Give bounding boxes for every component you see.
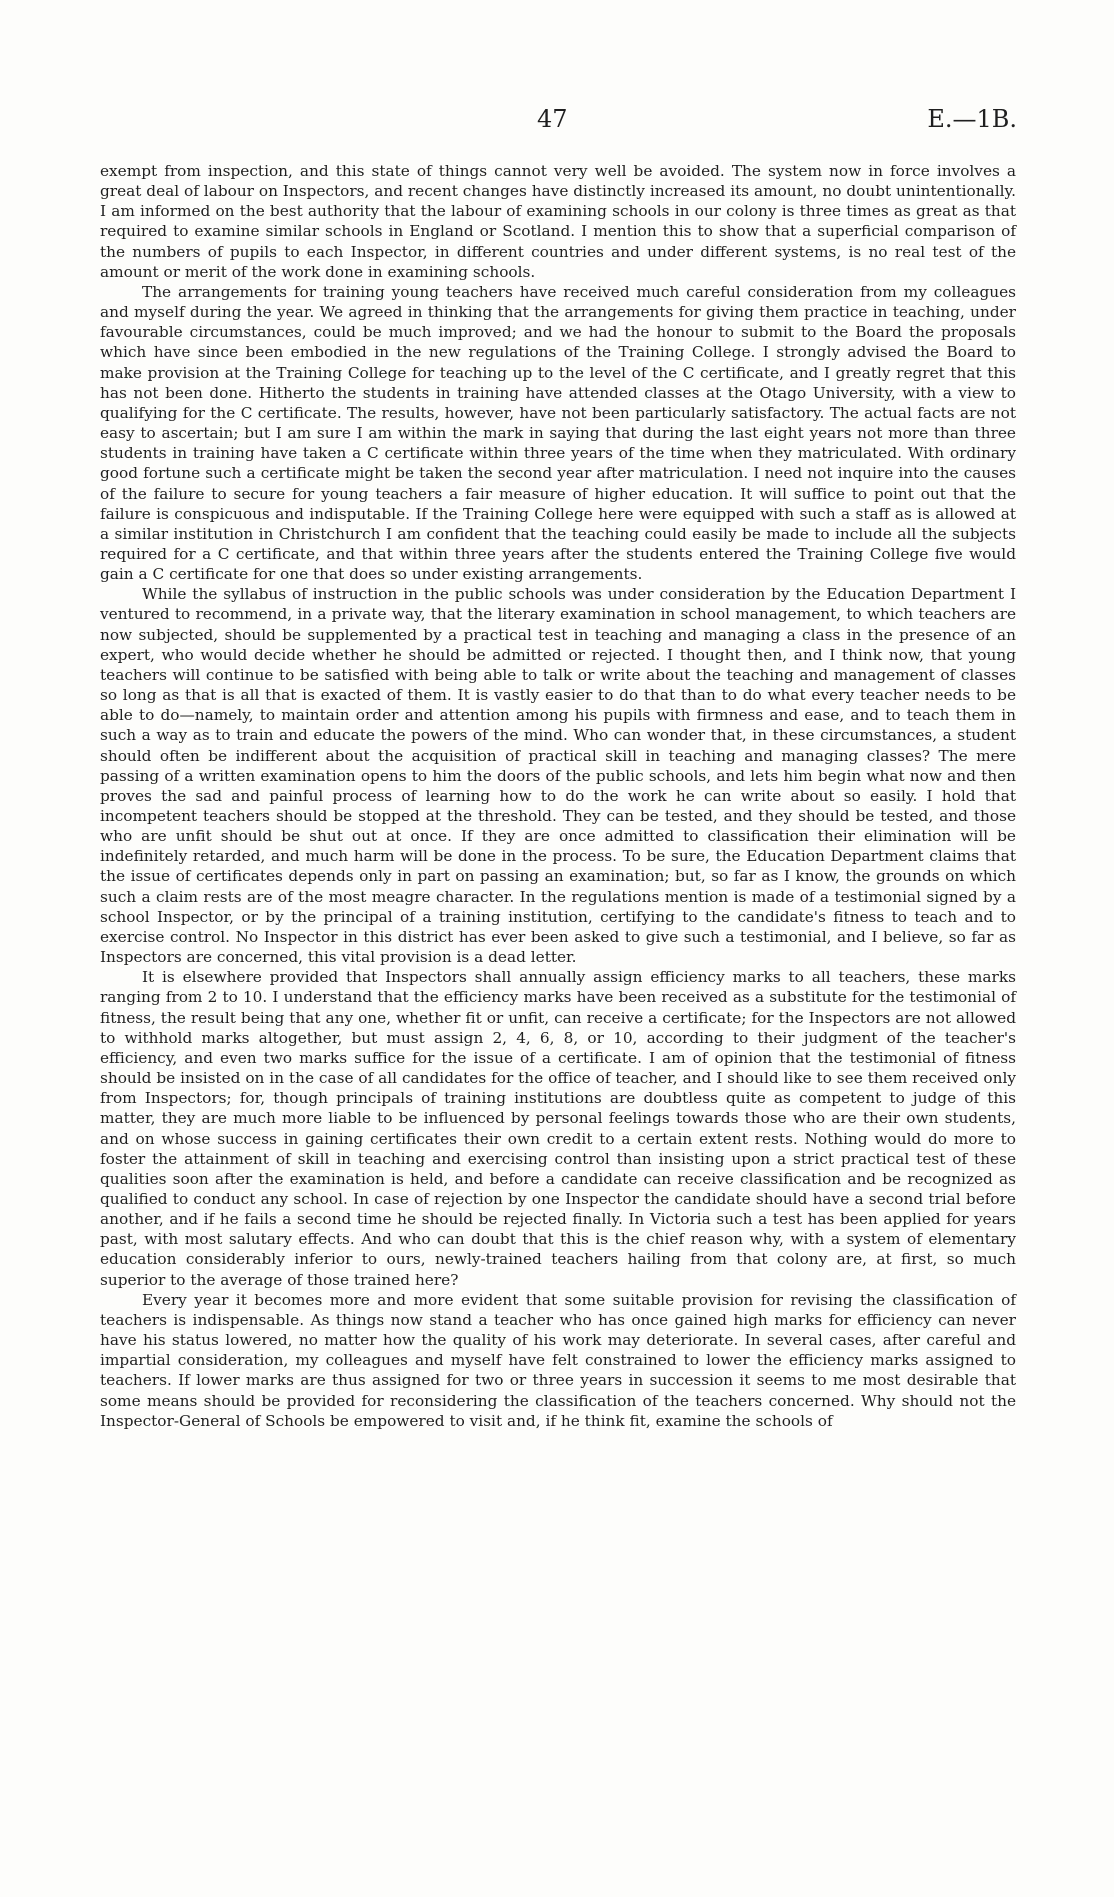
paragraph-revising-classification: Every year it becomes more and more evident that some suitable provision for revising the classification of teachers is indispensable. As things now stand a teacher who has once gained high marks for efficiency can never have his status lowered, no matter how the quality of his work may deteriorate. In several cases, after careful and impartial consideration, my colleagues and myself have felt constrained to lower the efficiency marks assigned to teachers. If lower marks are thus assigned for two or three years in succession it seems to me most desirable that some means should be provided for reconsidering the classification of the teachers concerned. Why should not the Inspector-General of Schools be empowered to visit and, if he think fit, examine the schools of — [100, 1290, 1016, 1430]
report-body — [100, 161, 1016, 1431]
paragraph-training-arrangements: The arrangements for training young teachers have received much careful consideration from my colleagues and myself during the year. We agreed in thinking that the arrangements for giving them practice in teaching, under favourable circumstances, could be much improved; and we had the honour to submit to the Board the proposals which have since been embodied in the new regulations of the Training College. I strongly advised the Board to make provision at the Training College for teaching up to the level of the C certificate, and I greatly regret that this has not been done. Hitherto the students in training have attended classes at the Otago University, with a view to qualifying for the C certificate. The results, however, have not been particularly satisfactory. The actual facts are not easy to ascertain; but I am sure I am within the mark in saying that during the last eight years not more than three students in training have taken a C certificate within three years of the time when they matriculated. With ordinary good fortune such a certificate might be taken the second year after matriculation. I need not inquire into the causes of the failure to secure for young teachers a fair measure of higher education. It will suffice to point out that the failure is conspicuous and indisputable. If the Training College here were equipped with such a staff as is allowed at a similar institution in Christchurch I am confident that the teaching could easily be made to include all the subjects required for a C certificate, and that within three years after the students entered the Training College five would gain a C certificate for one that does so under existing arrangements. — [100, 282, 1016, 584]
paragraph-syllabus-practical-test: While the syllabus of instruction in the public schools was under consideration by the Education Department I ventured to recommend, in a private way, that the literary examination in school management, to which teachers are now subjected, should be supplemented by a practical test in teaching and managing a class in the presence of an expert, who would decide whether he should be admitted or rejected. I thought then, and I think now, that young teachers will continue to be satisfied with being able to talk or write about the teaching and management of classes so long as that is all that is exacted of them. It is vastly easier to do that than to do what every teacher needs to be able to do—namely, to maintain order and attention among his pupils with firmness and ease, and to teach them in such a way as to train and educate the powers of the mind. Who can wonder that, in these circumstances, a student should often be indifferent about the acquisition of practical skill in teaching and managing classes? The mere passing of a written examination opens to him the doors of the public schools, and lets him begin what now and then proves the sad and painful process of learning how to do the work he can write about so easily. I hold that incompetent teachers should be stopped at the threshold. They can be tested, and they should be tested, and those who are unfit should be shut out at once. If they are once admitted to classification their elimination will be indefinitely retarded, and much harm will be done in the process. To be sure, the Education Department claims that the issue of certificates depends only in part on passing an examination; but, so far as I know, the grounds on which such a claim rests are of the most meagre character. In the regulations mention is made of a testimonial signed by a school Inspector, or by the principal of a training institution, certifying to the candidate's fitness to teach and to exercise control. No Inspector in this district has ever been asked to give such a testimonial, and I believe, so far as Inspectors are concerned, this vital provision is a dead letter. — [100, 585, 1016, 967]
document-code: E.—1B. — [927, 105, 1017, 133]
page-header — [0, 104, 1114, 144]
page-number: 47 — [537, 105, 568, 133]
paragraph-continued: exempt from inspection, and this state of things cannot very well be avoided. The system now in force involves a great deal of labour on Inspectors, and recent changes have distinctly increased its amount, no doubt unintentionally. I am informed on the best authority that the labour of examining schools in our colony is three times as great as that required to examine similar schools in England or Scotland. I mention this to show that a superficial comparison of the numbers of pupils to each Inspector, in different countries and under different systems, is no real test of the amount or merit of the work done in examining schools. — [100, 162, 1016, 281]
paragraph-efficiency-marks: It is elsewhere provided that Inspectors shall annually assign efficiency marks to all teachers, these marks ranging from 2 to 10. I understand that the efficiency marks have been received as a substitute for the testimonial of fitness, the result being that any one, whether fit or unfit, can receive a certificate; for the Inspectors are not allowed to withhold marks altogether, but must assign 2, 4, 6, 8, or 10, according to their judgment of the teacher's efficiency, and even two marks suffice for the issue of a certificate. I am of opinion that the testimonial of fitness should be insisted on in the case of all candidates for the office of teacher, and I should like to see them received only from Inspectors; for, though principals of training institutions are doubtless quite as competent to judge of this matter, they are much more liable to be influenced by personal feelings towards those who are their own students, and on whose success in gaining certificates their own credit to a certain extent rests. Nothing would do more to foster the attainment of skill in teaching and exercising control than insisting upon a strict practical test of these qualities soon after the examination is held, and before a candidate can receive classification and be recognized as qualified to conduct any school. In case of rejection by one Inspector the candidate should have a second trial before another, and if he fails a second time he should be rejected finally. In Victoria such a test has been applied for years past, with most salutary effects. And who can doubt that this is the chief reason why, with a system of elementary education considerably inferior to ours, newly-trained teachers hailing from that colony are, at first, so much superior to the average of those trained here? — [100, 968, 1016, 1289]
